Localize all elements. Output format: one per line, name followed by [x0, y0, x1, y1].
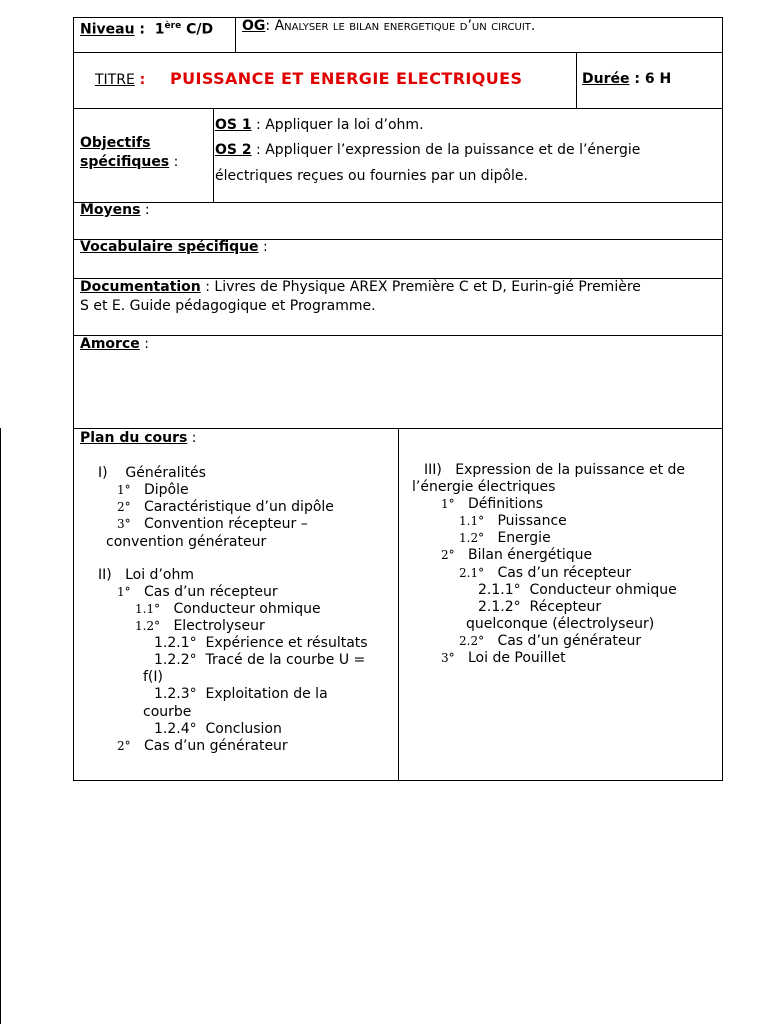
list-item: convention générateur	[106, 534, 267, 550]
amorce-line: Amorce :	[80, 336, 149, 352]
list-item: 2° Bilan énergétique	[441, 547, 593, 563]
list-item: 2° Cas d’un générateur	[117, 738, 288, 754]
list-item: 1° Définitions	[441, 496, 544, 512]
list-item: 2.2° Cas d’un générateur	[459, 633, 642, 649]
list-item: 2.1.1° Conducteur ohmique	[478, 582, 677, 598]
niveau-value-main: 1	[154, 21, 165, 38]
list-item: 1.2.4° Conclusion	[154, 721, 282, 737]
list-item: quelconque (électrolyseur)	[466, 616, 655, 632]
og-label: OG	[242, 18, 266, 34]
titre-label: TITRE	[95, 72, 135, 88]
os2-line	[215, 141, 640, 159]
duree-label: Durée	[582, 71, 630, 87]
list-item: 1.2° Electrolyseur	[135, 618, 265, 634]
row-divider	[73, 335, 723, 336]
os1-label: OS 1	[215, 117, 252, 133]
row-divider	[73, 108, 723, 109]
moyens-line: Moyens :	[80, 202, 150, 218]
list-item: 1° Cas d’un récepteur	[117, 584, 278, 600]
os2-text-continued: électriques reçues ou fournies par un dipôle.	[215, 168, 528, 184]
list-item: 1.1° Conducteur ohmique	[135, 601, 321, 617]
niveau-value-rest: C/D	[186, 21, 214, 38]
documentation-text: : Livres de Physique AREX Première C et D, Eurin-gié Première	[200, 279, 641, 295]
duree-cell: Durée : 6 H	[582, 71, 672, 87]
column-divider	[213, 108, 214, 202]
os2-text: : Appliquer l’expression de la puissance et de l’énergie	[251, 142, 641, 158]
list-item: 1.1° Puissance	[459, 513, 567, 529]
list-item: courbe	[143, 704, 192, 720]
og-text: Analyser le bilan energetique d’un circuit.	[274, 18, 536, 34]
amorce-label: Amorce	[80, 336, 140, 352]
og-cell: OG: Analyser le bilan energetique d’un circuit.	[242, 18, 536, 34]
vocabulaire-label: Vocabulaire spécifique	[80, 239, 259, 255]
row-divider	[73, 202, 723, 203]
documentation-label: Documentation	[80, 279, 201, 295]
list-item: 2° Caractéristique d’un dipôle	[117, 499, 334, 515]
documentation-line	[80, 278, 641, 296]
column-divider	[398, 428, 399, 781]
page-title: PUISSANCE ET ENERGIE ELECTRIQUES	[170, 69, 523, 88]
list-item: 3° Convention récepteur –	[117, 516, 308, 532]
list-item: 1.2.1° Expérience et résultats	[154, 635, 368, 651]
list-item: 1.2.2° Tracé de la courbe U =	[154, 652, 366, 668]
list-item: 2.1.2° Récepteur	[478, 599, 602, 615]
objectifs-label-2: spécifiques :	[80, 154, 179, 170]
list-item: 1° Dipôle	[117, 482, 189, 498]
niveau-cell: Niveau : 1ère C/D	[80, 21, 214, 38]
moyens-label: Moyens	[80, 202, 141, 218]
niveau-label: Niveau	[80, 21, 135, 38]
column-divider	[235, 17, 236, 52]
plan-label-line: Plan du cours :	[80, 430, 197, 446]
list-item: 3° Loi de Pouillet	[441, 650, 566, 666]
duree-value: 6 H	[644, 71, 672, 87]
objectifs-label: Objectifs	[80, 135, 151, 151]
column-divider	[576, 52, 577, 108]
list-item: 2.1° Cas d’un récepteur	[459, 565, 632, 581]
documentation-text-continued: S et E. Guide pédagogique et Programme.	[80, 298, 376, 314]
row-divider	[73, 52, 723, 53]
list-item: 1.2.3° Exploitation de la	[154, 686, 328, 702]
niveau-value-sup: ère	[164, 21, 182, 31]
os1-line	[215, 116, 424, 134]
list-item: l’énergie électriques	[412, 479, 556, 495]
titre-cell: TITRE :	[95, 72, 146, 88]
list-item: 1.2° Energie	[459, 530, 551, 546]
plan-label: Plan du cours	[80, 430, 188, 446]
page-left-rule	[0, 428, 1, 1024]
list-item: f(I)	[143, 669, 163, 685]
os2-label: OS 2	[215, 142, 252, 158]
list-item: III) Expression de la puissance et de	[424, 462, 686, 478]
vocabulaire-line: Vocabulaire spécifique :	[80, 239, 268, 255]
list-item: II) Loi d’ohm	[98, 567, 194, 583]
os1-text: : Appliquer la loi d’ohm.	[251, 117, 424, 133]
list-item: I) Généralités	[98, 465, 206, 481]
